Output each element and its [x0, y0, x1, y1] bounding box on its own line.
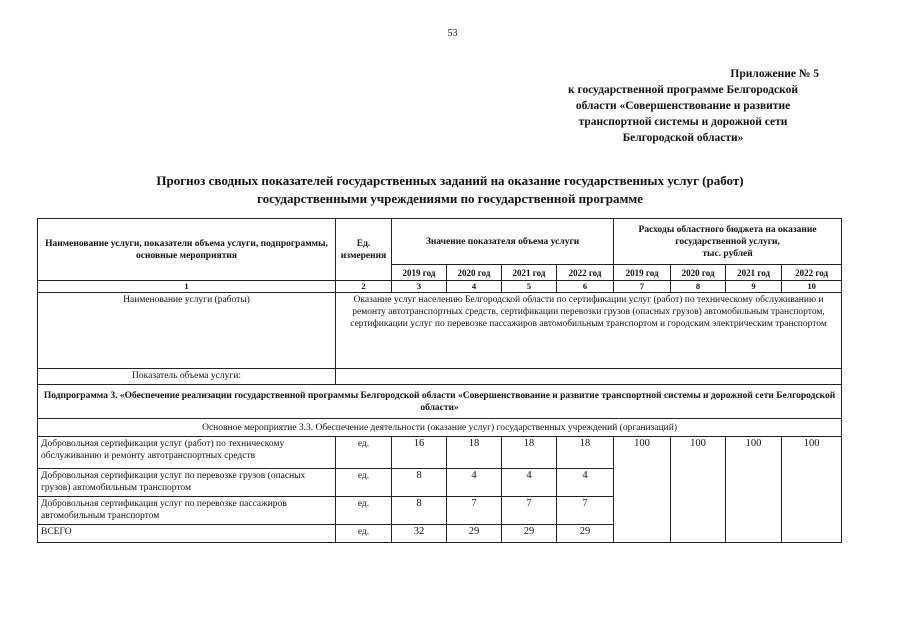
subprogram-row: Подпрограмма 3. «Обеспечение реализации государственной программы Белгородской области «Совершенствование и развитие транспортной системы и дорожной сети Белгородской области» — [38, 385, 842, 419]
document-title — [40, 172, 860, 208]
header-year: 2019 год — [392, 265, 447, 281]
service-name-value: Оказание услуг населению Белгородской области по сертификации услуг (работ) по техническому обслуживанию и ремонту автотранспортных средств, сертификации перевозки грузов (опасных грузов) автомобильным транспортом, сертификации услуг по перевозке пассажиров автомобильным транспортом и городским электрическим транспортом — [336, 293, 842, 369]
value-2021: 7 — [502, 497, 557, 525]
value-2022: 18 — [557, 437, 614, 469]
column-number: 2 — [336, 281, 392, 293]
document-title-line: государственными учреждениями по государственной программе — [257, 191, 643, 206]
header-year: 2022 год — [782, 265, 842, 281]
header-expense-line: Расходы областного бюджета на оказание — [638, 224, 817, 235]
value-2022: 4 — [557, 469, 614, 497]
header-volume-group: Значение показателя объема услуги — [392, 219, 614, 265]
expense-2021: 100 — [726, 437, 782, 543]
value-2020: 29 — [447, 525, 502, 543]
value-2019: 32 — [392, 525, 447, 543]
value-2021: 29 — [502, 525, 557, 543]
column-number: 7 — [614, 281, 671, 293]
value-2020: 4 — [447, 469, 502, 497]
column-number: 5 — [502, 281, 557, 293]
column-number: 6 — [557, 281, 614, 293]
table-row-unit: ед. — [336, 437, 392, 469]
appendix-line: Белгородской области» — [622, 132, 744, 144]
header-year: 2020 год — [447, 265, 502, 281]
header-year: 2022 год — [557, 265, 614, 281]
appendix-line: области «Совершенствование и развитие — [575, 100, 791, 112]
header-year: 2021 год — [502, 265, 557, 281]
page-number: 53 — [447, 28, 458, 39]
appendix-block — [533, 66, 833, 146]
table-row-unit: ед. — [336, 525, 392, 543]
column-number: 8 — [671, 281, 726, 293]
volume-indicator-label: Показатель объема услуги: — [38, 369, 336, 385]
column-number: 9 — [726, 281, 782, 293]
forecast-table — [37, 218, 842, 543]
table-row-unit: ед. — [336, 497, 392, 525]
value-2020: 7 — [447, 497, 502, 525]
column-number: 3 — [392, 281, 447, 293]
header-expense-group — [614, 219, 842, 265]
appendix-line: к государственной программе Белгородской — [568, 84, 798, 96]
value-2022: 29 — [557, 525, 614, 543]
expense-2019: 100 — [614, 437, 671, 543]
header-year: 2019 год — [614, 265, 671, 281]
service-name-label: Наименование услуги (работы) — [38, 293, 336, 369]
document-title-line: Прогноз сводных показателей государственных заданий на оказание государственных услуг (работ) — [156, 173, 744, 188]
main-activity-row: Основное мероприятие 3.3. Обеспечение деятельности (оказание услуг) государственных учреждений (организаций) — [38, 419, 842, 437]
header-year: 2020 год — [671, 265, 726, 281]
column-number: 10 — [782, 281, 842, 293]
column-number: 1 — [38, 281, 336, 293]
appendix-title: Приложение № 5 — [730, 68, 819, 80]
value-2019: 8 — [392, 497, 447, 525]
expense-2020: 100 — [671, 437, 726, 543]
header-year: 2021 год — [726, 265, 782, 281]
column-number: 4 — [447, 281, 502, 293]
value-2022: 7 — [557, 497, 614, 525]
expense-2022: 100 — [782, 437, 842, 543]
header-name-column: Наименование услуги, показатели объема услуги, подпрограммы, основные мероприятия — [38, 219, 336, 281]
header-expense-line: государственной услуги, — [675, 236, 780, 247]
table-row-unit: ед. — [336, 469, 392, 497]
appendix-line: транспортной системы и дорожной сети — [578, 116, 788, 128]
value-2019: 8 — [392, 469, 447, 497]
value-2021: 18 — [502, 437, 557, 469]
table-row-name: Добровольная сертификация услуг по перевозке грузов (опасных грузов) автомобильным транспортом — [38, 469, 336, 497]
value-2019: 16 — [392, 437, 447, 469]
value-2021: 4 — [502, 469, 557, 497]
header-expense-line: тыс. рублей — [702, 248, 753, 259]
value-2020: 18 — [447, 437, 502, 469]
header-unit-column: Ед. измерения — [336, 219, 392, 281]
table-row-name: Добровольная сертификация услуг по перевозке пассажиров автомобильным транспортом — [38, 497, 336, 525]
table-row-name: ВСЕГО — [38, 525, 336, 543]
volume-indicator-value — [336, 369, 842, 385]
table-row-name: Добровольная сертификация услуг (работ) по техническому обслуживанию и ремонту автотранспортных средств — [38, 437, 336, 469]
